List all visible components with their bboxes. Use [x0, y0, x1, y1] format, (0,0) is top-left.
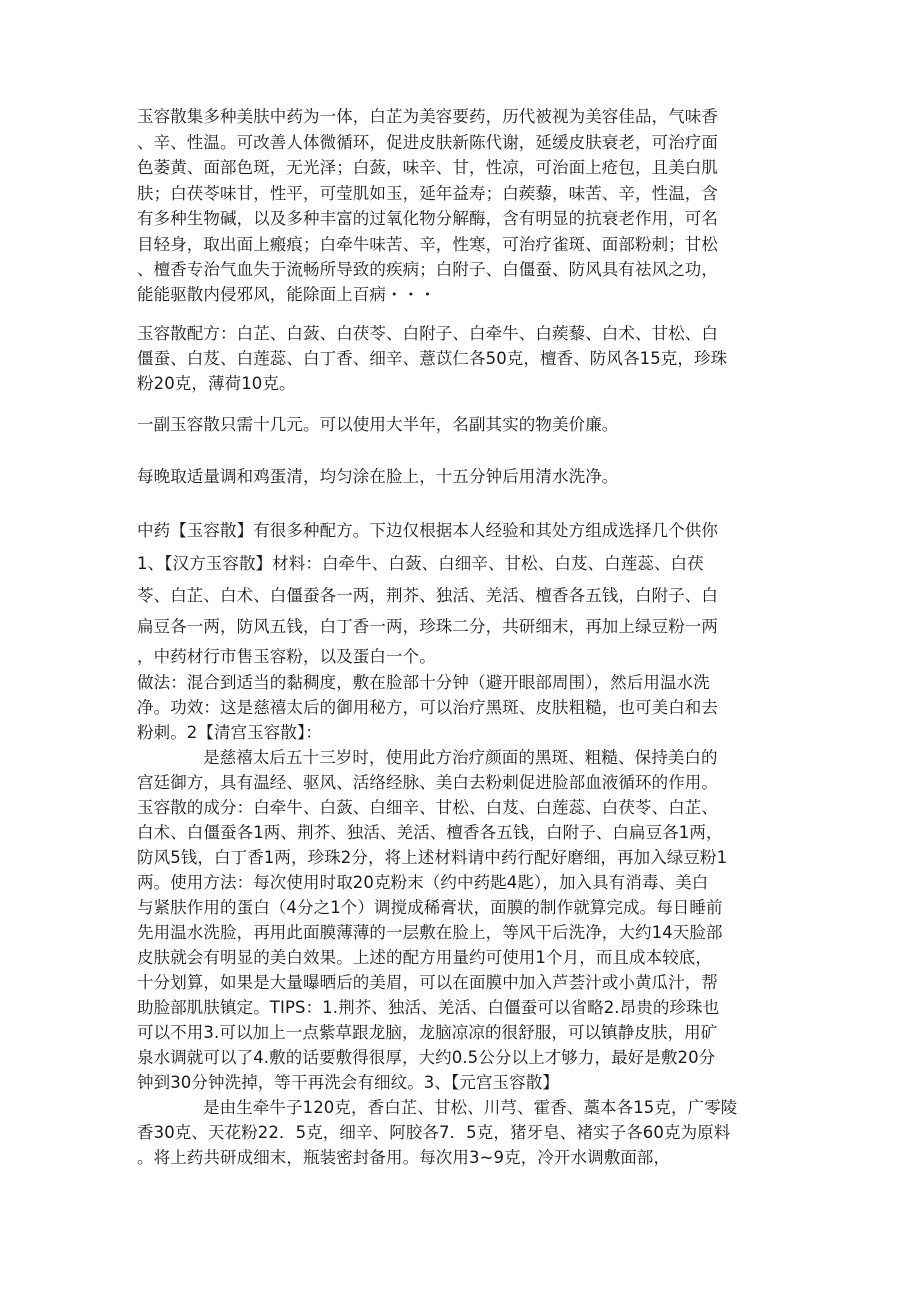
text-line: 钟到30分钟洗掉，等干再洗会有细纹。3、【元宫玉容散】 [137, 1073, 559, 1092]
text-line: 皮肤就会有明显的美白效果。上述的配方用量约可使用1个月，而且成本较底， [137, 948, 712, 967]
text-line: 扁豆各一两，防风五钱，白丁香一两，珍珠二分，共研细末，再加上绿豆粉一两 [137, 617, 718, 636]
text-line: 苓、白芷、白术、白僵蚕各一两，荆芥、独活、羌活、檀香各五钱，白附子、白 [137, 586, 718, 605]
text-line: 宫廷御方，具有温经、驱风、活络经脉、美白去粉刺促进脸部血液循环的作用。 [137, 773, 718, 792]
text-line: 十分划算，如果是大量曝晒后的美眉，可以在面膜中加入芦荟汁或小黄瓜汁，帮 [137, 973, 718, 992]
text-line: 目轻身，取出面上瘢痕；白牵牛味苦、辛，性寒，可治疗雀斑、面部粉刺；甘松 [137, 235, 718, 254]
text-line: 有多种生物碱，以及多种丰富的过氧化物分解酶，含有明显的抗衰老作用，可名 [137, 209, 718, 228]
text-line: 是由生牵牛子120克，香白芷、甘松、川芎、霍香、藁本各15克，广零陵 [203, 1098, 738, 1117]
text-line: 色萎黄、面部色斑，无光泽；白蔹，味辛、甘，性凉，可治面上疮包，且美白肌 [137, 158, 718, 177]
text-line: 白术、白僵蚕各1两、荆芥、独活、羌活、檀香各五钱，白附子、白扁豆各1两， [137, 823, 723, 842]
text-line: 粉刺。2【清宫玉容散】： [137, 723, 322, 742]
text-line: 净。功效：这是慈禧太后的御用秘方，可以治疗黑斑、皮肤粗糙，也可美白和去 [137, 698, 718, 717]
text-line: 与紧肤作用的蛋白（4分之1个）调搅成稀膏状，面膜的制作就算完成。每日睡前 [137, 898, 723, 917]
text-line: 1、【汉方玉容散】材料：白牵牛、白蔹、白细辛、甘松、白芨、白莲蕊、白茯 [137, 554, 704, 573]
text-line: 玉容散配方：白芷、白蔹、白茯苓、白附子、白牵牛、白蒺藜、白术、甘松、白 [137, 324, 718, 343]
text-line: 能能驱散内侵邪风，能除面上百病・・・ [137, 285, 436, 304]
text-line: 玉容散的成分：白牵牛、白蔹、白细辛、甘松、白芨、白莲蕊、白茯苓、白芷、 [137, 798, 718, 817]
text-line: ，中药材行市售玉容粉，以及蛋白一个。 [137, 647, 436, 666]
text-line: 、檀香专治气血失于流畅所导致的疾病；白附子、白僵蚕、防风具有祛风之功， [137, 260, 718, 279]
text-line: 粉20克，薄荷10克。 [137, 374, 296, 393]
text-line: 中药【玉容散】有很多种配方。下边仅根据本人经验和其处方组成选择几个供你 [137, 521, 718, 540]
text-line: 可以不用3.可以加上一点紫草跟龙脑，龙脑凉凉的很舒服，可以镇静皮肤，用矿 [137, 1023, 718, 1042]
text-line: 助脸部肌肤镇定。TIPS：1.荆芥、独活、羌活、白僵蚕可以省略2.昂贵的珍珠也 [137, 998, 720, 1017]
text-line: 每晚取适量调和鸡蛋清，均匀涂在脸上，十五分钟后用清水洗净。 [137, 467, 619, 486]
text-line: 。将上药共研成细末，瓶装密封备用。每次用3~9克，冷开水调敷面部， [137, 1148, 671, 1167]
text-line: 先用温水洗脸，再用此面膜薄薄的一层敷在脸上，等风干后洗净，大约14天脸部 [137, 923, 723, 942]
text-line: 两。使用方法：每次使用时取20克粉末（约中药匙4匙），加入具有消毒、美白 [137, 873, 709, 892]
text-line: 做法：混合到适当的黏稠度，敷在脸部十分钟（避开眼部周围），然后用温水洗 [137, 673, 710, 692]
text-line: 、辛、性温。可改善人体微循环，促进皮肤新陈代谢，延缓皮肤衰老，可治疗面 [137, 133, 718, 152]
text-line: 肤；白茯苓味甘，性平，可莹肌如玉，延年益寿；白蒺藜，味苦、辛，性温，含 [137, 184, 718, 203]
text-line: 玉容散集多种美肤中药为一体，白芷为美容要药，历代被视为美容佳品，气味香 [137, 107, 718, 126]
text-line: 防风5钱，白丁香1两，珍珠2分，将上述材料请中药行配好磨细，再加入绿豆粉1 [137, 848, 728, 867]
text-line: 泉水调就可以了4.敷的话要敷得很厚，大约0.5公分以上才够力，最好是敷20分 [137, 1048, 716, 1067]
text-line: 僵蚕、白芨、白莲蕊、白丁香、细辛、薏苡仁各50克，檀香、防风各15克，珍珠 [137, 349, 728, 368]
text-line: 一副玉容散只需十几元。可以使用大半年，名副其实的物美价廉。 [137, 415, 619, 434]
text-line: 是慈禧太后五十三岁时，使用此方治疗颜面的黑斑、粗糙、保持美白的 [203, 748, 718, 767]
text-line: 香30克、天花粉22．5克，细辛、阿胶各7．5克，猪牙皂、褚实子各60克为原料 [137, 1123, 731, 1142]
